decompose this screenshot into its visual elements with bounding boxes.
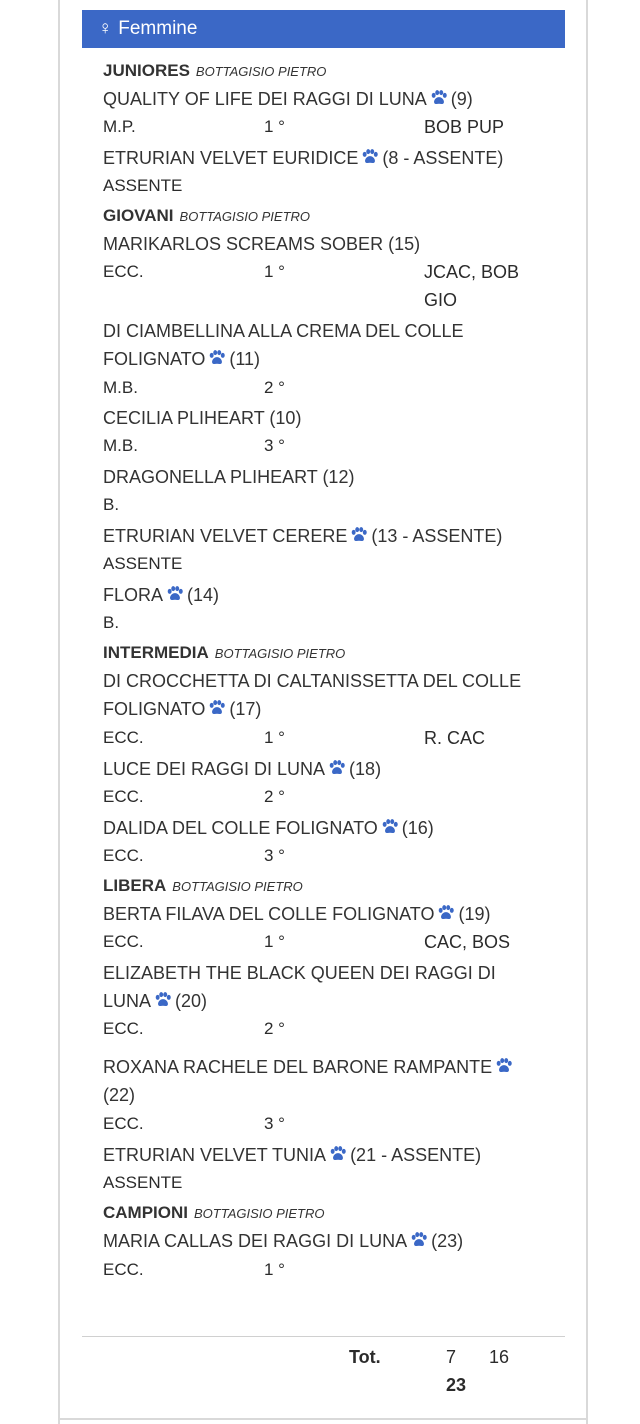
paw-icon [329, 1146, 347, 1162]
class-header-giovani: GIOVANI BOTTAGISIO PIETRO [103, 206, 311, 225]
paw-icon [430, 90, 448, 106]
entry-name-continued: FOLIGNATO (11) [103, 349, 261, 369]
entry-name: ETRURIAN VELVET EURIDICE (8 - ASSENTE) [103, 148, 504, 168]
entry-name: BERTA FILAVA DEL COLLE FOLIGNATO (19) [103, 904, 491, 924]
paw-icon [361, 149, 379, 165]
entry-name: DI CIAMBELLINA ALLA CREMA DEL COLLE [103, 321, 464, 341]
entry-place: 2 ° [264, 787, 285, 806]
female-symbol-icon: ♀ [98, 18, 113, 39]
totals-count-a: 7 [446, 1347, 457, 1367]
paw-icon [410, 1232, 428, 1248]
entry-name-continued: LUNA (20) [103, 991, 208, 1011]
entry-place: 1 ° [264, 932, 285, 951]
frame-right-border [586, 0, 588, 1424]
entry-qualification: ECC. [103, 728, 144, 747]
entry-qualification: ASSENTE [103, 554, 183, 573]
totals-count-b: 16 [489, 1347, 510, 1367]
paw-icon [381, 819, 399, 835]
class-header-intermedia: INTERMEDIA BOTTAGISIO PIETRO [103, 643, 346, 662]
entry-qualification: B. [103, 613, 120, 632]
entry-place: 3 ° [264, 1114, 285, 1133]
entry-place: 1 ° [264, 1260, 285, 1279]
entry-name: FLORA (14) [103, 585, 220, 605]
frame-bottom-border [58, 1418, 588, 1420]
paw-icon [437, 905, 455, 921]
entry-award: CAC, BOS [424, 932, 511, 952]
entry-qualification: ECC. [103, 846, 144, 865]
entry-qualification: ECC. [103, 1114, 144, 1133]
entry-name: LUCE DEI RAGGI DI LUNA (18) [103, 759, 382, 779]
totals-label: Tot. [349, 1347, 381, 1367]
entry-place: 3 ° [264, 846, 285, 865]
paw-icon [208, 350, 226, 366]
entry-qualification: B. [103, 495, 120, 514]
entry-place: 2 ° [264, 378, 285, 397]
entry-number: (22) [103, 1085, 136, 1105]
entry-place: 1 ° [264, 728, 285, 747]
entry-place: 2 ° [264, 1019, 285, 1038]
entry-qualification: ECC. [103, 932, 144, 951]
entry-name: ETRURIAN VELVET CERERE (13 - ASSENTE) [103, 526, 503, 546]
entry-name: ELIZABETH THE BLACK QUEEN DEI RAGGI DI [103, 963, 496, 983]
totals-divider [82, 1336, 565, 1337]
entry-award: JCAC, BOB [424, 262, 520, 282]
entry-name: MARIKARLOS SCREAMS SOBER (15) [103, 234, 421, 254]
entry-award: BOB PUP [424, 117, 505, 137]
entry-qualification: ECC. [103, 1260, 144, 1279]
entry-name: MARIA CALLAS DEI RAGGI DI LUNA (23) [103, 1231, 464, 1251]
paw-icon [166, 586, 184, 602]
entry-award-continued: GIO [424, 290, 458, 310]
entry-place: 1 ° [264, 117, 285, 136]
section-header-femmine [82, 10, 565, 48]
section-title: Femmine [118, 18, 198, 39]
entry-qualification: ECC. [103, 1019, 144, 1038]
entry-qualification: ASSENTE [103, 176, 183, 195]
entry-name: ROXANA RACHELE DEL BARONE RAMPANTE [103, 1053, 516, 1081]
entry-qualification: ECC. [103, 262, 144, 281]
paw-icon [328, 760, 346, 776]
entry-qualification: ASSENTE [103, 1173, 183, 1192]
entry-name-continued: FOLIGNATO (17) [103, 699, 262, 719]
entry-qualification: M.B. [103, 436, 138, 455]
totals-grand-total: 23 [446, 1375, 467, 1395]
class-header-campioni: CAMPIONI BOTTAGISIO PIETRO [103, 1203, 325, 1222]
entry-name: CECILIA PLIHEART (10) [103, 408, 302, 428]
entry-award: R. CAC [424, 728, 486, 748]
entry-name: DRAGONELLA PLIHEART (12) [103, 467, 355, 487]
paw-icon [350, 527, 368, 543]
frame-left-border [58, 0, 60, 1424]
entry-qualification: M.B. [103, 378, 138, 397]
entry-place: 1 ° [264, 262, 285, 281]
entry-qualification: ECC. [103, 787, 144, 806]
entry-qualification: M.P. [103, 117, 136, 136]
entry-name: DALIDA DEL COLLE FOLIGNATO (16) [103, 818, 434, 838]
entry-name: ETRURIAN VELVET TUNIA (21 - ASSENTE) [103, 1145, 482, 1165]
entry-name: DI CROCCHETTA DI CALTANISSETTA DEL COLLE [103, 671, 522, 691]
class-header-juniores: JUNIORES BOTTAGISIO PIETRO [103, 61, 327, 80]
paw-icon [495, 1058, 513, 1074]
class-header-libera: LIBERA BOTTAGISIO PIETRO [103, 876, 303, 895]
entry-name: QUALITY OF LIFE DEI RAGGI DI LUNA (9) [103, 89, 473, 109]
paw-icon [208, 700, 226, 716]
entry-place: 3 ° [264, 436, 285, 455]
paw-icon [154, 992, 172, 1008]
